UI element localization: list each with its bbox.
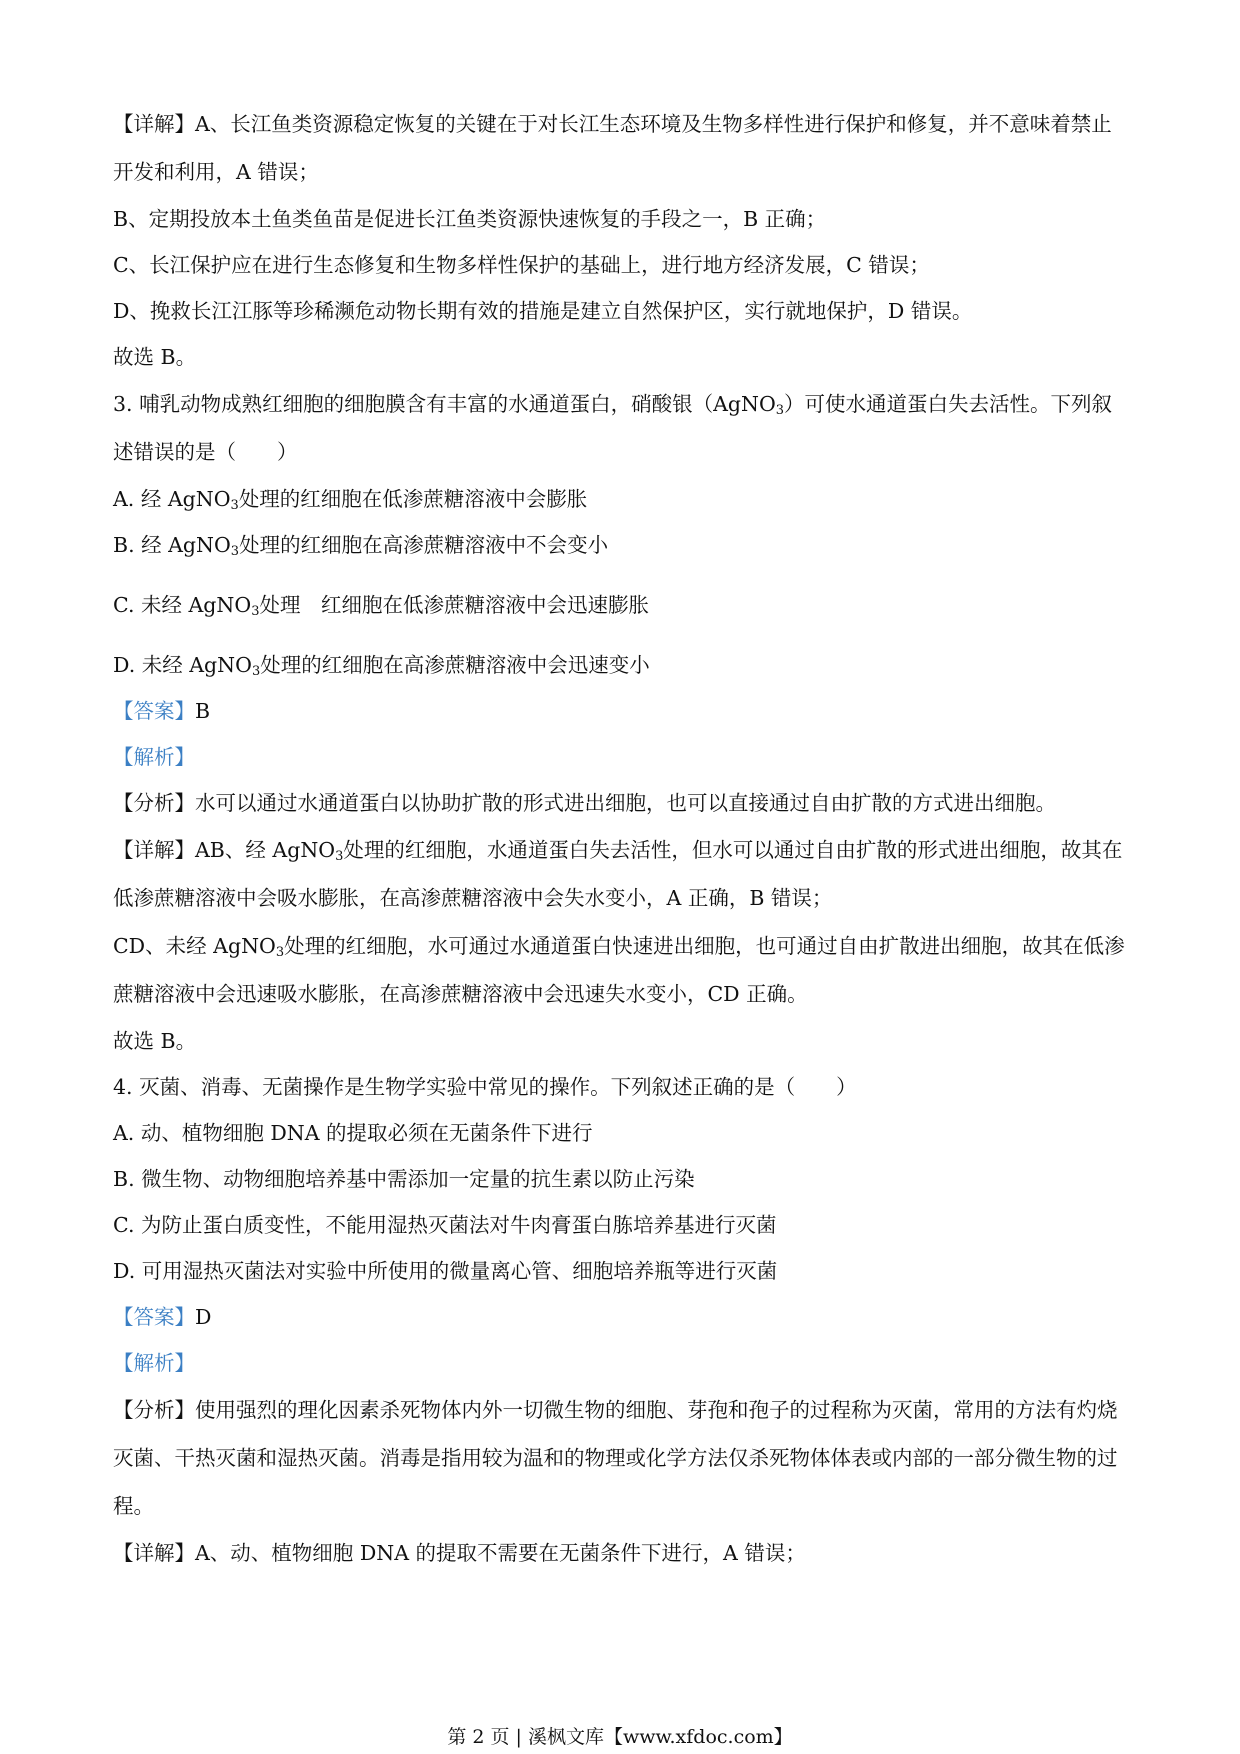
q3-detail-ab: 【详解】AB、经 AgNO$_3$处理的红细胞，水通道蛋白失去活性，但水可以通过自由扩散的形式进出细胞，故其在低渗蔗糖溶液中会吸水膨胀，在高渗蔗糖溶液中会失水变小，A 正确，B 错误； [113,838,1123,910]
answer-label: 【答案】 [113,699,195,723]
q3-option-d: D. 未经 AgNO$_3$处理的红细胞在高渗蔗糖溶液中会迅速变小 [113,653,650,679]
q4-detail-a: 【详解】A、动、植物细胞 DNA 的提取不需要在无菌条件下进行，A 错误； [113,1541,806,1565]
q4-stem: 4. 灭菌、消毒、无菌操作是生物学实验中常见的操作。下列叙述正确的是（ ） [113,1075,857,1099]
q2-detail-d: D、挽救长江江豚等珍稀濒危动物长期有效的措施是建立自然保护区，实行就地保护，D 错误。 [113,299,973,323]
page-footer: 第 2 页 | 溪枫文库【www.xfdoc.com】 [447,1726,793,1748]
q3-analysis-label: 【解析】 [113,745,195,769]
q4-option-c: C. 为防止蛋白质变性，不能用湿热灭菌法对牛肉膏蛋白胨培养基进行灭菌 [113,1213,777,1237]
q2-detail-c: C、长江保护应在进行生态修复和生物多样性保护的基础上，进行地方经济发展，C 错误； [113,253,930,277]
q3-option-a: A. 经 AgNO$_3$处理的红细胞在低渗蔗糖溶液中会膨胀 [113,487,588,513]
answer-label: 【答案】 [113,1305,195,1329]
q3-answer: 【答案】B [113,699,211,723]
q3-detail-cd: CD、未经 AgNO$_3$处理的红细胞，水可通过水通道蛋白快速进出细胞，也可通过自由扩散进出细胞，故其在低渗蔗糖溶液中会迅速吸水膨胀，在高渗蔗糖溶液中会迅速失水变小，CD 正确。 [113,934,1125,1006]
q4-analysis-label: 【解析】 [113,1351,195,1375]
q3-stem: 3. 哺乳动物成熟红细胞的细胞膜含有丰富的水通道蛋白，硝酸银（AgNO$_3$）可使水通道蛋白失去活性。下列叙述错误的是（ ） [113,392,1113,464]
q4-option-a: A. 动、植物细胞 DNA 的提取必须在无菌条件下进行 [113,1121,593,1145]
q2-detail-b: B、定期投放本土鱼类鱼苗是促进长江鱼类资源快速恢复的手段之一，B 正确； [113,207,827,231]
q4-fenxi: 【分析】使用强烈的理化因素杀死物体内外一切微生物的细胞、芽孢和孢子的过程称为灭菌，常用的方法有灼烧灭菌、干热灭菌和湿热灭菌。消毒是指用较为温和的物理或化学方法仅杀死物体体表或内部的一部分微生物的过程。 [113,1398,1118,1518]
q3-conclusion: 故选 B。 [113,1029,197,1053]
q4-answer: 【答案】D [113,1305,212,1329]
q3-fenxi: 【分析】水可以通过水通道蛋白以协助扩散的形式进出细胞，也可以直接通过自由扩散的方式进出细胞。 [113,791,1056,815]
q2-detail-a: 【详解】A、长江鱼类资源稳定恢复的关键在于对长江生态环境及生物多样性进行保护和修复，并不意味着禁止开发和利用，A 错误； [113,112,1112,184]
q3-option-c: C. 未经 AgNO$_3$处理 红细胞在低渗蔗糖溶液中会迅速膨胀 [113,593,649,619]
q3-option-b: B. 经 AgNO$_3$处理的红细胞在高渗蔗糖溶液中不会变小 [113,533,609,559]
document-page [113,100,1125,1576]
q2-conclusion: 故选 B。 [113,345,197,369]
q4-option-d: D. 可用湿热灭菌法对实验中所使用的微量离心管、细胞培养瓶等进行灭菌 [113,1259,778,1283]
q4-option-b: B. 微生物、动物细胞培养基中需添加一定量的抗生素以防止污染 [113,1167,695,1191]
